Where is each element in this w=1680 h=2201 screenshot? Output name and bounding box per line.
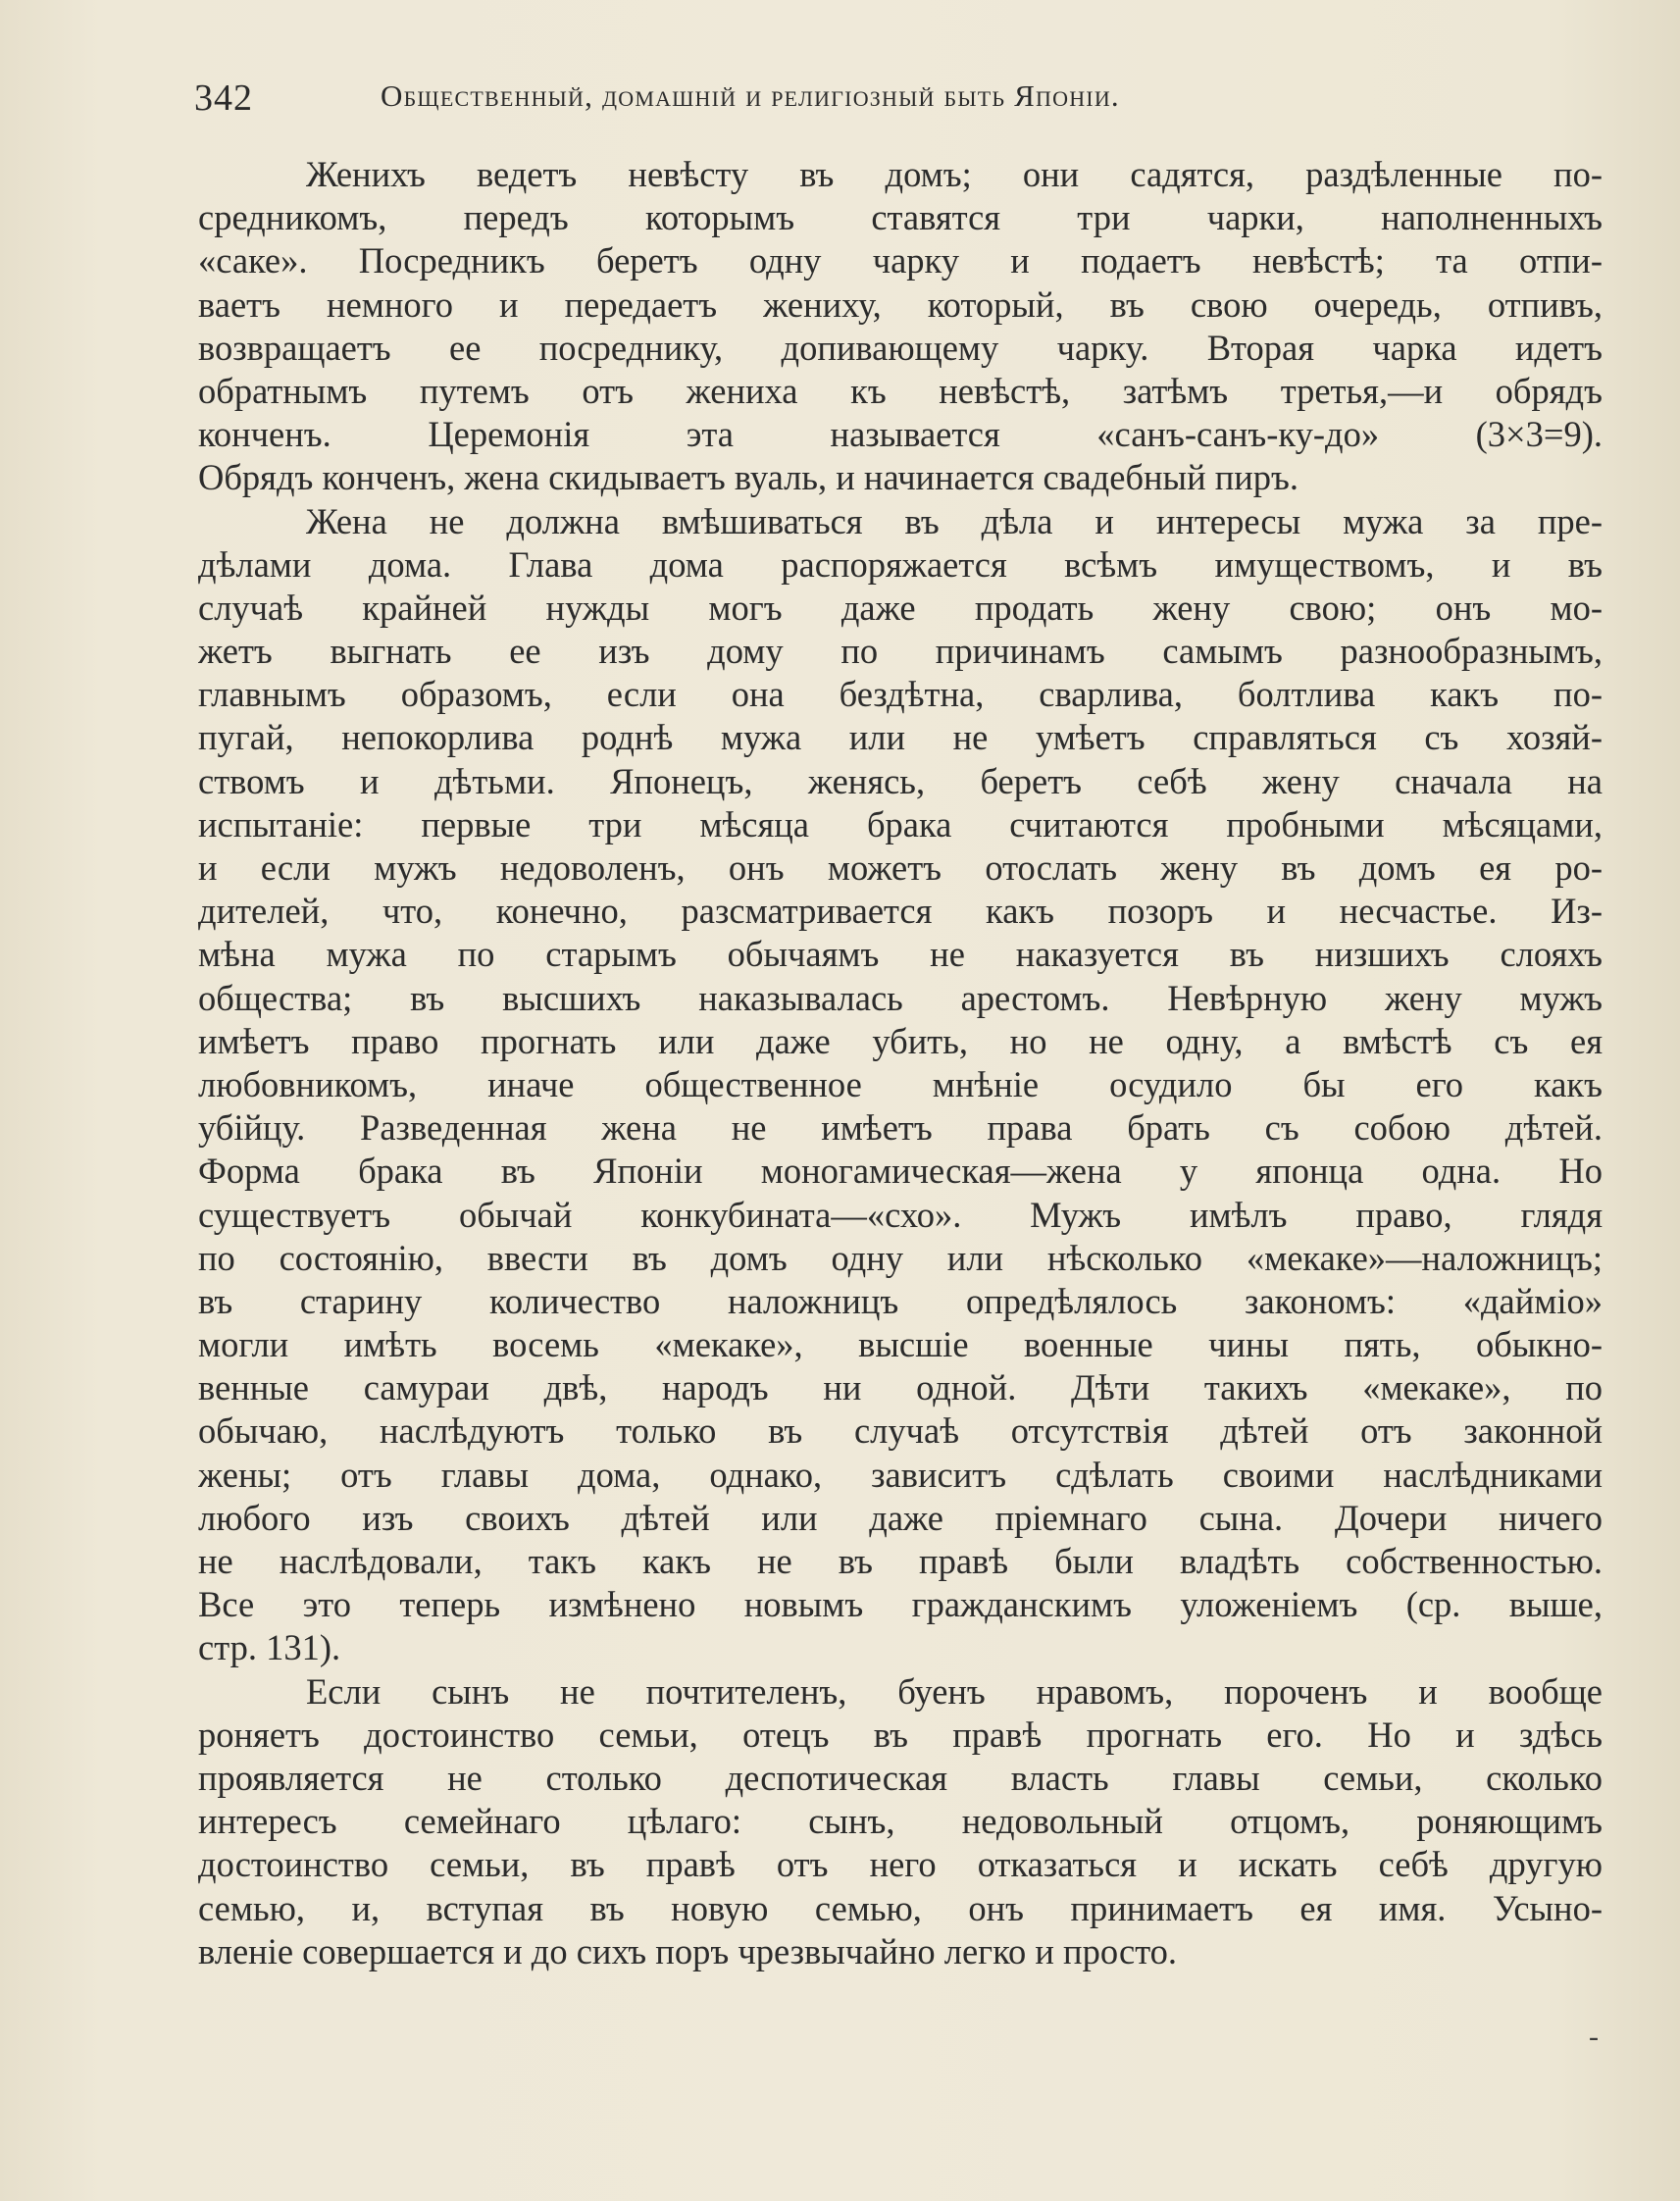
page-number: 342	[194, 77, 253, 119]
text-line: жены; отъ главы дома, однако, зависитъ сдѣлать своими наслѣдниками	[198, 1454, 1603, 1495]
text-line: любого изъ своихъ дѣтей или даже пріемнаго сына. Дочери ничего	[198, 1497, 1603, 1538]
text-line: въ старину количество наложницъ опредѣлялось закономъ: «дайміо»	[198, 1280, 1603, 1321]
paragraph-wedding-ceremony	[198, 153, 1603, 500]
text-line: жетъ выгнать ее изъ дому по причинамъ самымъ разнообразнымъ,	[198, 631, 1603, 672]
text-line: имѣетъ право прогнать или даже убить, но не одну, а вмѣстѣ съ ея	[198, 1020, 1603, 1061]
text-line: могли имѣть восемь «мекаке», высшіе военные чины пять, обыкно-	[198, 1324, 1603, 1365]
page-header	[194, 77, 1450, 128]
text-line: конченъ. Церемонія эта называется «санъ-санъ-ку-до» (3×3=9).	[198, 414, 1603, 455]
text-line: Жена не должна вмѣшиваться въ дѣла и интересы мужа за пре-	[306, 500, 1603, 541]
text-line: обычаю, наслѣдуютъ только въ случаѣ отсутствія дѣтей отъ законной	[198, 1410, 1603, 1452]
text-line: главнымъ образомъ, если она бездѣтна, сварлива, болтлива какъ по-	[198, 674, 1603, 715]
text-line: проявляется не столько деспотическая власть главы семьи, сколько	[198, 1757, 1603, 1798]
text-line: дѣлами дома. Глава дома распоряжается всѣмъ имуществомъ, и въ	[198, 543, 1603, 585]
text-line: пугай, непокорлива роднѣ мужа или не умѣетъ справляться съ хозяй-	[198, 717, 1603, 758]
text-line: Обрядъ конченъ, жена скидываетъ вуаль, и начинается свадебный пиръ.	[198, 457, 1299, 498]
paragraph-wife-status	[198, 500, 1603, 1670]
running-title: Общественный, домашній и религіозный быть Японіи.	[381, 78, 1120, 113]
text-line: роняетъ достоинство семьи, отецъ въ правѣ прогнать его. Но и здѣсь	[198, 1714, 1603, 1755]
text-line: убійцу. Разведенная жена не имѣетъ права брать съ собою дѣтей.	[198, 1107, 1603, 1149]
text-line: «саке». Посредникъ беретъ одну чарку и подаетъ невѣстѣ; та отпи-	[198, 240, 1603, 282]
text-line: существуетъ обычай конкубината—«схо». Мужъ имѣлъ право, глядя	[198, 1194, 1603, 1235]
text-line: вленіе совершается и до сихъ поръ чрезвычайно легко и просто.	[198, 1930, 1178, 1971]
text-line: Если сынъ не почтителенъ, буенъ нравомъ, пороченъ и вообще	[306, 1670, 1603, 1712]
text-line: достоинство семьи, въ правѣ отъ него отказаться и искать себѣ другую	[198, 1844, 1603, 1885]
text-line: по состоянію, ввести въ домъ одну или нѣсколько «мекаке»—наложницъ;	[198, 1237, 1603, 1278]
text-line: случаѣ крайней нужды могъ даже продать жену свою; онъ мо-	[198, 587, 1603, 628]
text-line: ваетъ немного и передаетъ жениху, который, въ свою очередь, отпивъ,	[198, 283, 1603, 325]
paragraph-son-adoption	[198, 1670, 1603, 1973]
text-line: интересъ семейнаго цѣлаго: сынъ, недовольный отцомъ, роняющимъ	[198, 1801, 1603, 1842]
text-line: не наслѣдовали, такъ какъ не въ правѣ были владѣть собственностью.	[198, 1541, 1603, 1581]
text-line: венные самураи двѣ, народъ ни одной. Дѣти такихъ «мекаке», по	[198, 1367, 1603, 1408]
text-line: любовникомъ, иначе общественное мнѣніе осудило бы его какъ	[198, 1063, 1603, 1104]
text-line: ствомъ и дѣтьми. Японецъ, женясь, беретъ себѣ жену сначала на	[198, 760, 1603, 801]
text-line: Все это теперь измѣнено новымъ гражданскимъ уложеніемъ (ср. выше,	[198, 1584, 1603, 1625]
text-line: общества; въ высшихъ наказывалась арестомъ. Невѣрную жену мужъ	[198, 977, 1603, 1018]
line-end-mark: -	[1589, 2021, 1599, 2053]
text-line: дителей, что, конечно, разсматривается какъ позоръ и несчастье. Из-	[198, 891, 1603, 932]
text-line: и если мужъ недоволенъ, онъ можетъ отослать жену въ домъ ея ро-	[198, 847, 1603, 888]
text-line: стр. 131).	[198, 1627, 341, 1668]
text-line: Женихъ ведетъ невѣсту въ домъ; они садятся, раздѣленные по-	[306, 154, 1603, 194]
text-line: возвращаетъ ее посреднику, допивающему чарку. Вторая чарка идетъ	[198, 327, 1603, 368]
text-line: Форма брака въ Японіи моногамическая—жена у японца одна. Но	[198, 1151, 1603, 1192]
text-line: средникомъ, передъ которымъ ставятся три чарки, наполненныхъ	[198, 197, 1603, 238]
text-line: обратнымъ путемъ отъ жениха къ невѣстѣ, затѣмъ третья,—и обрядъ	[198, 370, 1603, 411]
text-line: испытаніе: первые три мѣсяца брака считаются пробными мѣсяцами,	[198, 803, 1603, 845]
text-line: мѣна мужа по старымъ обычаямъ не наказуется въ низшихъ слояхъ	[198, 934, 1603, 975]
text-line: семью, и, вступая въ новую семью, онъ принимаетъ ея имя. Усыно-	[198, 1887, 1603, 1928]
body-text	[198, 153, 1603, 1973]
